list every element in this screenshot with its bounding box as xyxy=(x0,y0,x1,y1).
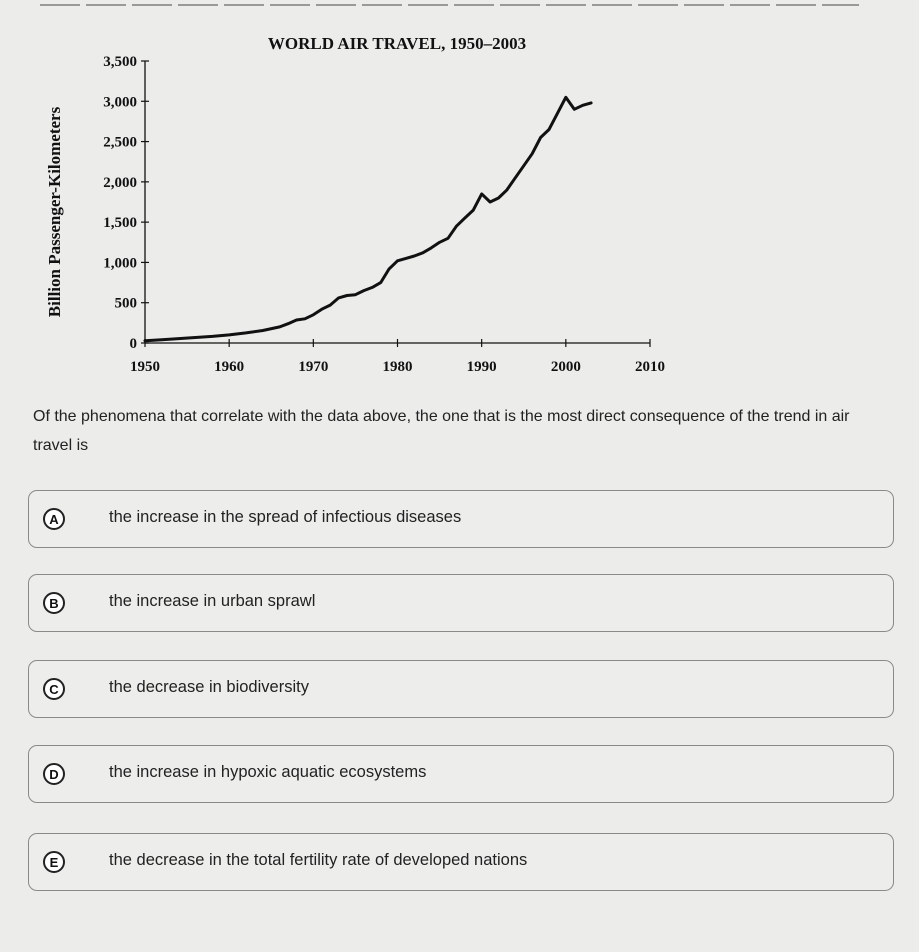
option-text-e: the decrease in the total fertility rate of developed nations xyxy=(109,850,528,869)
x-tick-label: 1980 xyxy=(382,359,413,375)
y-tick-label: 1,500 xyxy=(103,215,137,232)
answer-option-c[interactable] xyxy=(28,660,894,718)
answer-option-e[interactable] xyxy=(28,833,894,891)
option-text-c: the decrease in biodiversity xyxy=(109,677,309,696)
option-text-b: the increase in urban sprawl xyxy=(109,591,316,610)
question-text: Of the phenomena that correlate with the data above, the one that is the most direct consequence of the trend in air travel is xyxy=(33,408,850,454)
air-travel-chart xyxy=(0,0,919,400)
answer-option-b[interactable] xyxy=(28,574,894,632)
x-tick-label: 1960 xyxy=(214,359,245,375)
option-text-a: the increase in the spread of infectious diseases xyxy=(109,507,462,526)
y-tick-label: 500 xyxy=(114,295,137,312)
x-tick-label: 1950 xyxy=(130,359,160,375)
y-tick-label: 0 xyxy=(129,336,137,352)
y-tick-label: 3,500 xyxy=(103,54,137,70)
y-tick-label: 2,000 xyxy=(103,174,137,191)
answer-option-a[interactable] xyxy=(28,490,894,548)
y-axis-label: Billion Passenger-Kilometers xyxy=(45,106,64,318)
option-text-d: the increase in hypoxic aquatic ecosystems xyxy=(109,762,427,781)
x-tick-label: 2000 xyxy=(550,359,581,375)
y-tick-label: 2,500 xyxy=(103,134,137,151)
option-letter-b: B xyxy=(43,592,65,614)
x-tick-label: 1990 xyxy=(466,359,497,375)
answer-option-d[interactable] xyxy=(28,745,894,803)
x-tick-label: 2010 xyxy=(635,359,665,375)
x-tick-label: 1970 xyxy=(298,359,329,375)
option-letter-d: D xyxy=(43,763,65,785)
y-tick-label: 3,000 xyxy=(103,94,137,111)
air-travel-series-line xyxy=(145,97,591,340)
option-letter-c: C xyxy=(43,678,65,700)
option-letter-a: A xyxy=(43,508,65,530)
y-tick-label: 1,000 xyxy=(103,255,137,272)
option-letter-e: E xyxy=(43,851,65,873)
chart-title: WORLD AIR TRAVEL, 1950–2003 xyxy=(267,34,527,53)
